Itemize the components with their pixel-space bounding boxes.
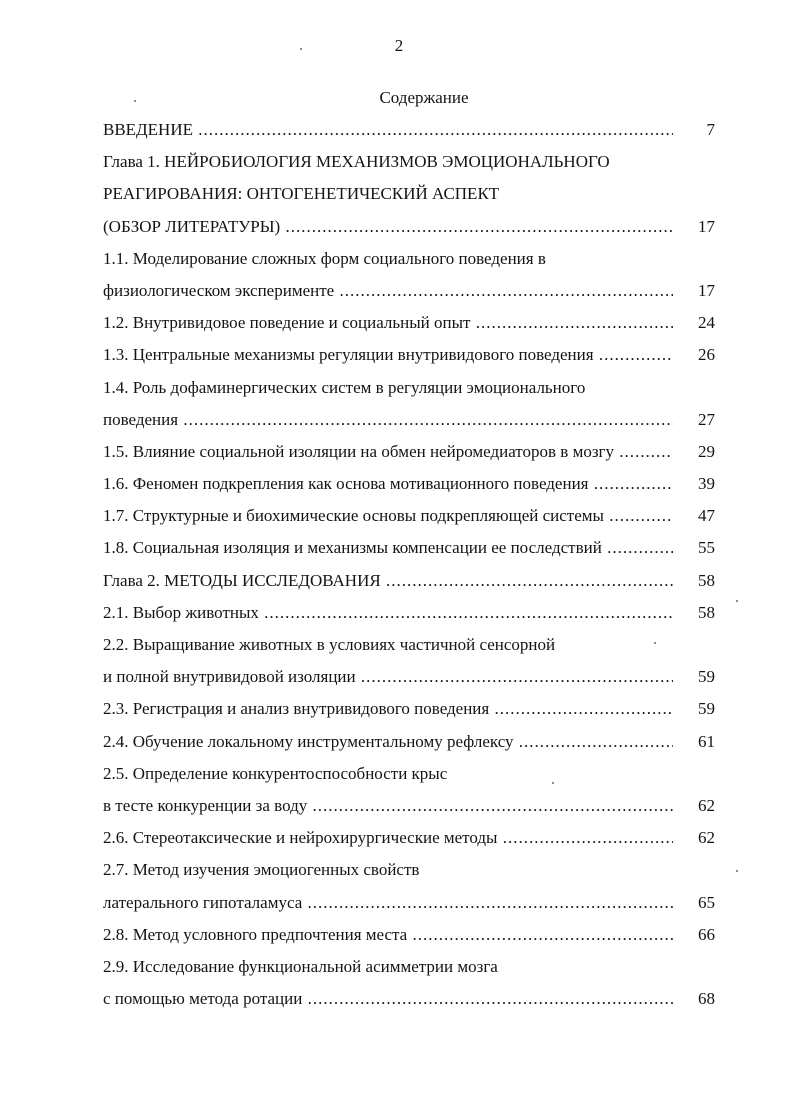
toc-entry-page: 26: [698, 345, 715, 365]
toc-entry: [103, 536, 715, 568]
toc-entry-title: 1.7. Структурные и биохимические основы подкрепляющей системы .....: [103, 504, 673, 528]
toc-entry-title: 1.1. Моделирование сложных форм социального поведения в: [103, 248, 546, 268]
scan-speck: [552, 782, 554, 784]
page-number: 2: [394, 36, 404, 55]
toc-entry-title: 1.8. Социальная изоляция и механизмы компенсации ее последствий .....: [103, 536, 673, 560]
toc-entry-title: 2.1. Выбор животных .....: [103, 601, 673, 625]
toc-entry-title: поведения .....: [103, 408, 673, 432]
toc-entry-title: ВВЕДЕНИЕ .....: [103, 118, 673, 142]
toc-entry-title: 2.9. Исследование функциональной асимметрии мозга: [103, 956, 498, 976]
toc-entry-title: 2.6. Стереотаксические и нейрохирургические методы .....: [103, 826, 673, 850]
toc-entry: [103, 311, 715, 343]
toc-entry: [103, 376, 715, 408]
toc-entry: [103, 440, 715, 472]
toc-entry: [103, 923, 715, 955]
toc-entry-title: РЕАГИРОВАНИЯ: ОНТОГЕНЕТИЧЕСКИЙ АСПЕКТ: [103, 184, 500, 204]
toc-entry: [103, 150, 715, 182]
toc-entry: [103, 987, 715, 1019]
scan-speck: [134, 100, 136, 102]
toc-entry-title: с помощью метода ротации .....: [103, 987, 673, 1011]
toc-entry-page: 39: [698, 474, 715, 494]
toc-entry: [103, 601, 715, 633]
toc-entry: [103, 279, 715, 311]
toc-entry: [103, 762, 715, 794]
toc-entry: [103, 343, 715, 375]
toc-entry-title: 1.5. Влияние социальной изоляции на обмен нейромедиаторов в мозгу .....: [103, 440, 673, 464]
toc-entry-title: 1.2. Внутривидовое поведение и социальный опыт .....: [103, 311, 673, 335]
toc-entry-title: 2.3. Регистрация и анализ внутривидового поведения .....: [103, 697, 673, 721]
toc-entry-title: и полной внутривидовой изоляции .....: [103, 665, 673, 689]
toc-entry: [103, 858, 715, 890]
toc-entry-page: 27: [698, 409, 715, 429]
toc-entry-page: 59: [698, 667, 715, 687]
toc-entry-title: 2.4. Обучение локальному инструментальному рефлексу .....: [103, 730, 673, 754]
toc-entry-title: в тесте конкуренции за воду .....: [103, 794, 673, 818]
toc-entry-title: Глава 1. НЕЙРОБИОЛОГИЯ МЕХАНИЗМОВ ЭМОЦИОНАЛЬНОГО: [103, 152, 610, 172]
toc-entry-title: Глава 2. МЕТОДЫ ИССЛЕДОВАНИЯ .....: [103, 569, 673, 593]
toc-entry: [103, 665, 715, 697]
toc-entry-title: 1.6. Феномен подкрепления как основа мотивационного поведения .....: [103, 472, 673, 496]
table-of-contents: [103, 118, 715, 1019]
toc-entry-page: 47: [698, 506, 715, 526]
scan-speck: [300, 48, 302, 50]
toc-entry: [103, 472, 715, 504]
toc-entry-page: 58: [698, 602, 715, 622]
scan-speck: [654, 642, 656, 644]
toc-entry-title: 1.3. Центральные механизмы регуляции внутривидового поведения .....: [103, 343, 673, 367]
toc-entry: [103, 697, 715, 729]
toc-entry-title: (ОБЗОР ЛИТЕРАТУРЫ) .....: [103, 215, 673, 239]
toc-entry-page: 7: [706, 120, 715, 139]
toc-entry-page: 59: [698, 699, 715, 719]
toc-entry: [103, 633, 715, 665]
toc-entry-title: 2.8. Метод условного предпочтения места .....: [103, 923, 673, 947]
scan-speck: [736, 870, 738, 872]
toc-entry: [103, 730, 715, 762]
toc-entry-title: 2.5. Определение конкурентоспособности крыс: [103, 763, 448, 783]
toc-entry-title: 2.2. Выращивание животных в условиях частичной сенсорной: [103, 635, 556, 654]
toc-entry: [103, 504, 715, 536]
toc-entry-page: 66: [698, 924, 715, 944]
toc-entry-title: 2.7. Метод изучения эмоциогенных свойств: [103, 860, 420, 880]
toc-entry-page: 29: [698, 441, 715, 461]
toc-entry-page: 62: [698, 795, 715, 815]
toc-entry: [103, 569, 715, 601]
toc-entry: [103, 955, 715, 987]
toc-entry-page: 62: [698, 828, 715, 848]
toc-entry-page: 24: [698, 313, 715, 333]
toc-entry-page: 17: [698, 216, 715, 236]
toc-entry: [103, 247, 715, 279]
toc-entry: [103, 215, 715, 247]
toc-entry-page: 65: [698, 892, 715, 912]
scan-speck: [736, 600, 738, 602]
toc-entry: [103, 891, 715, 923]
toc-entry-title: физиологическом эксперименте .....: [103, 279, 673, 303]
toc-entry: [103, 118, 715, 150]
toc-entry: [103, 182, 715, 214]
toc-entry-title: латерального гипоталамуса .....: [103, 891, 673, 915]
toc-entry-page: 58: [698, 570, 715, 590]
toc-entry-page: 68: [698, 989, 715, 1009]
toc-entry: [103, 794, 715, 826]
toc-title: Содержание: [379, 88, 469, 107]
toc-entry-page: 55: [698, 538, 715, 558]
toc-entry: [103, 408, 715, 440]
toc-entry-page: 17: [698, 280, 715, 300]
toc-entry: [103, 826, 715, 858]
toc-entry-page: 61: [698, 731, 715, 751]
toc-entry-title: 1.4. Роль дофаминергических систем в регуляции эмоционального: [103, 377, 586, 397]
